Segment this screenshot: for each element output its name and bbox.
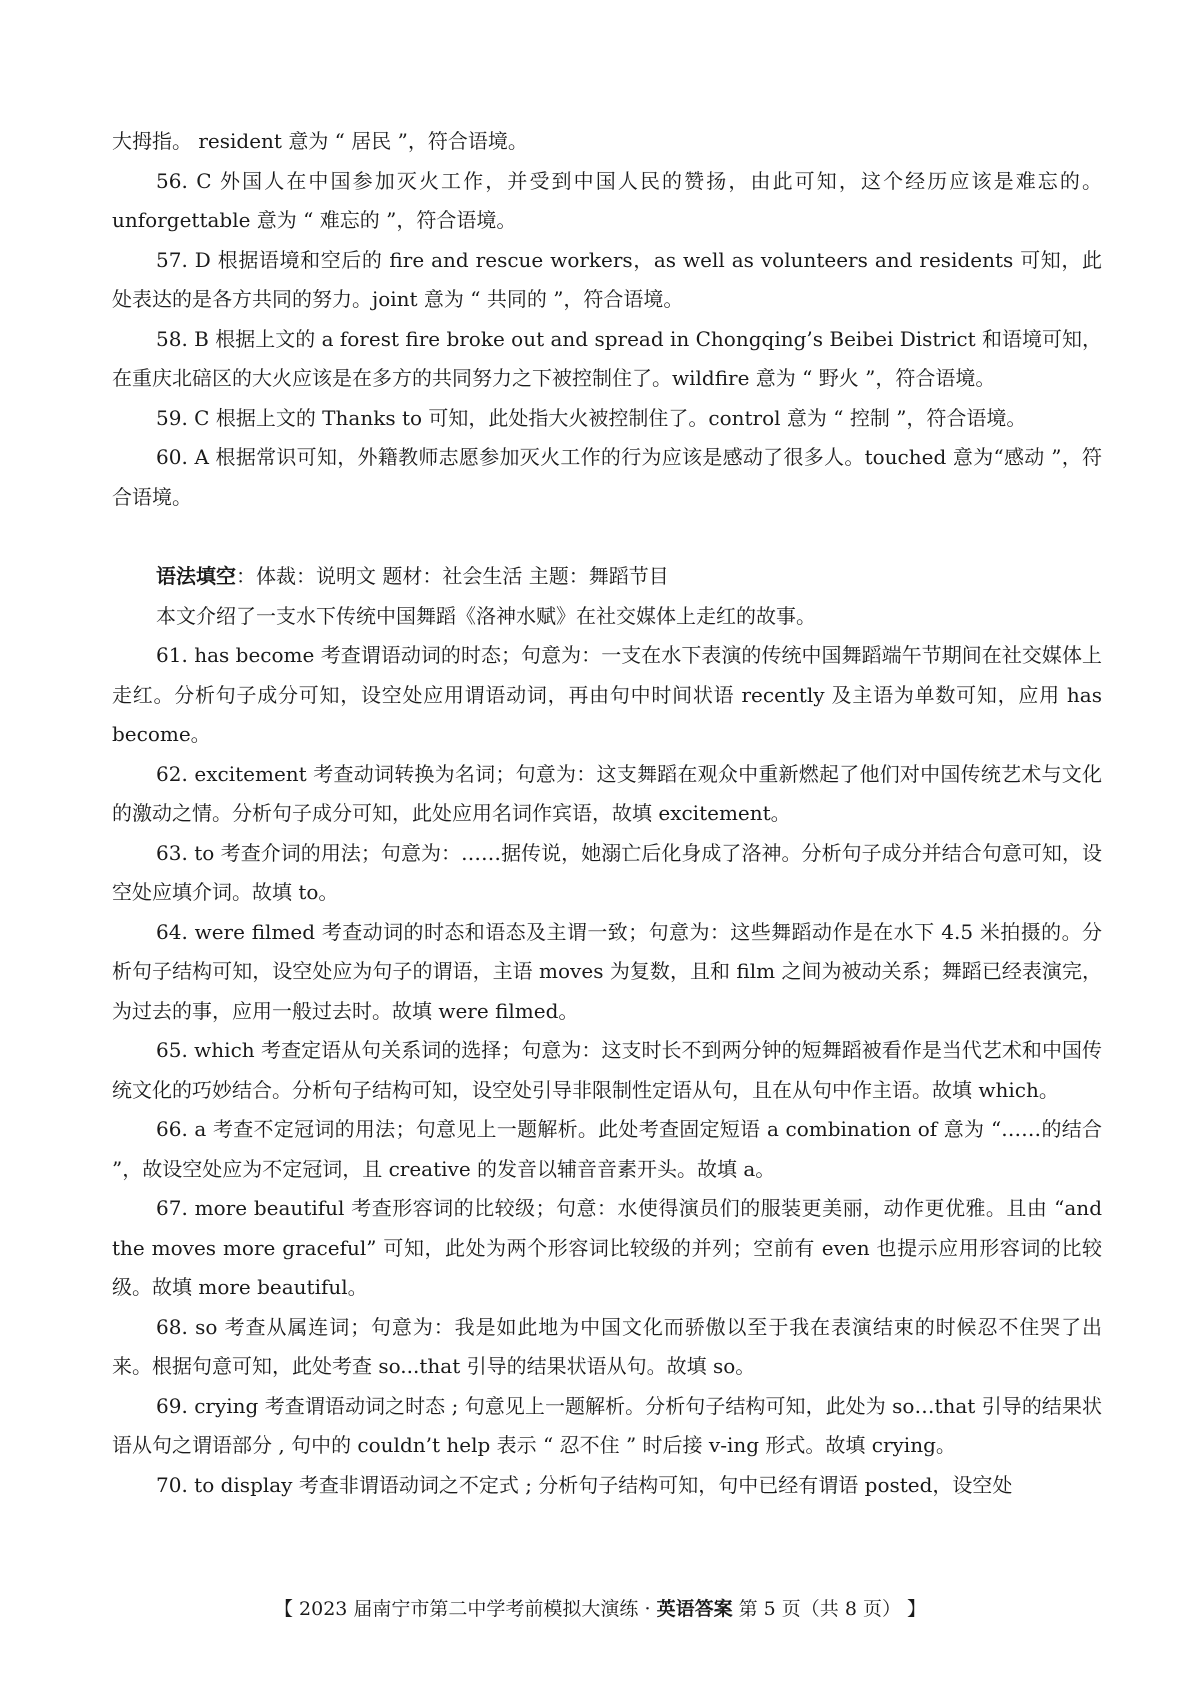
- answer-64: 64. were filmed 考查动词的时态和语态及主谓一致；句意为：这些舞蹈动作是在水下 4.5 米拍摄的。分析句子结构可知，设空处应为句子的谓语，主语 moves 为复数，且和 film 之间为被动关系；舞蹈已经表演完，为过去的事，应用一般过去时。故填 were filmed。: [112, 919, 1102, 1023]
- answer-70: 70. to display 考查非谓语动词之不定式 ; 分析句子结构可知，句中已经有谓语 posted，设空处: [156, 1472, 1013, 1497]
- answer-55-continuation: 大拇指。 resident 意为 “ 居民 ”，符合语境。: [112, 129, 528, 153]
- footer-exam-title: 【 2023 届南宁市第二中学考前模拟大演练 ·: [274, 1598, 657, 1620]
- answer-59: 59. C 根据上文的 Thanks to 可知，此处指大火被控制住了。control 意为 “ 控制 ”，符合语境。: [156, 405, 1027, 430]
- footer-subject: 英语答案: [656, 1598, 733, 1620]
- answer-66: 66. a 考查不定冠词的用法；句意见上一题解析。此处考查固定短语 a combination of 意为 “……的结合 ”，故设空处应为不定冠词，且 creative 的发音以辅音音素开头。故填 a。: [112, 1117, 1102, 1181]
- grammar-intro: 本文介绍了一支水下传统中国舞蹈《洛神水赋》在社交媒体上走红的故事。: [156, 603, 816, 628]
- answer-61: 61. has become 考查谓语动词的时态；句意为：一支在水下表演的传统中国舞蹈端午节期间在社交媒体上走红。分析句子成分可知，设空处应用谓语动词，再由句中时间状语 recently 及主语为单数可知，应用 has become。: [112, 643, 1102, 746]
- page-footer: [0, 1594, 1200, 1624]
- grammar-section-heading: [112, 557, 1102, 597]
- answer-56: 56. C 外国人在中国参加灭火工作，并受到中国人民的赞扬，由此可知，这个经历应该是难忘的。 unforgettable 意为 “ 难忘的 ”，符合语境。: [112, 168, 1102, 232]
- grammar-heading-label: 语法填空: [156, 564, 236, 588]
- answer-67: 67. more beautiful 考查形容词的比较级；句意：水使得演员们的服装更美丽，动作更优雅。且由 “and the moves more graceful” 可知，此处为两个形容词比较级的并列；空前有 even 也提示应用形容词的比较级。故填 more beautiful。: [112, 1196, 1102, 1299]
- grammar-heading-meta: ：体裁：说明文 题材：社会生活 主题：舞蹈节目: [236, 564, 669, 588]
- section-gap: [112, 517, 1102, 557]
- answer-58: 58. B 根据上文的 a forest fire broke out and spread in Chongqing’s Beibei District 和语境可知，在重庆北碚区的大火应该是在多方的共同努力之下被控制住了。wildfire 意为 “ 野火 ”，符合语境。: [112, 326, 1103, 390]
- answer-57: 57. D 根据语境和空后的 fire and rescue workers，as well as volunteers and residents 可知，此处表达的是各方共同的努力。joint 意为 “ 共同的 ”，符合语境。: [112, 247, 1102, 311]
- answer-69: 69. crying 考查谓语动词之时态 ; 句意见上一题解析。分析句子结构可知，此处为 so…that 引导的结果状语从句之谓语部分 , 句中的 couldn’t help 表示 “ 忍不住 ” 时后接 v-ing 形式。故填 crying。: [112, 1393, 1102, 1457]
- answer-65: 65. which 考查定语从句关系词的选择；句意为：这支时长不到两分钟的短舞蹈被看作是当代艺术和中国传统文化的巧妙结合。分析句子结构可知，设空处引导非限制性定语从句，且在从句中作主语。故填 which。: [112, 1038, 1102, 1102]
- answer-page: [112, 122, 1102, 1505]
- answer-63: 63. to 考查介词的用法；句意为：……据传说，她溺亡后化身成了洛神。分析句子成分并结合句意可知，设空处应填介词。故填 to。: [112, 840, 1102, 904]
- answer-60: 60. A 根据常识可知，外籍教师志愿参加灭火工作的行为应该是感动了很多人。touched 意为“感动 ”，符合语境。: [112, 445, 1102, 509]
- footer-page-number: 第 5 页（共 8 页） 】: [732, 1598, 926, 1620]
- answer-62: 62. excitement 考查动词转换为名词；句意为：这支舞蹈在观众中重新燃起了他们对中国传统艺术与文化的激动之情。分析句子成分可知，此处应用名词作宾语，故填 excitement。: [112, 761, 1102, 825]
- answer-68: 68. so 考查从属连词；句意为：我是如此地为中国文化而骄傲以至于我在表演结束的时候忍不住哭了出来。根据句意可知，此处考查 so...that 引导的结果状语从句。故填 so。: [112, 1314, 1102, 1378]
